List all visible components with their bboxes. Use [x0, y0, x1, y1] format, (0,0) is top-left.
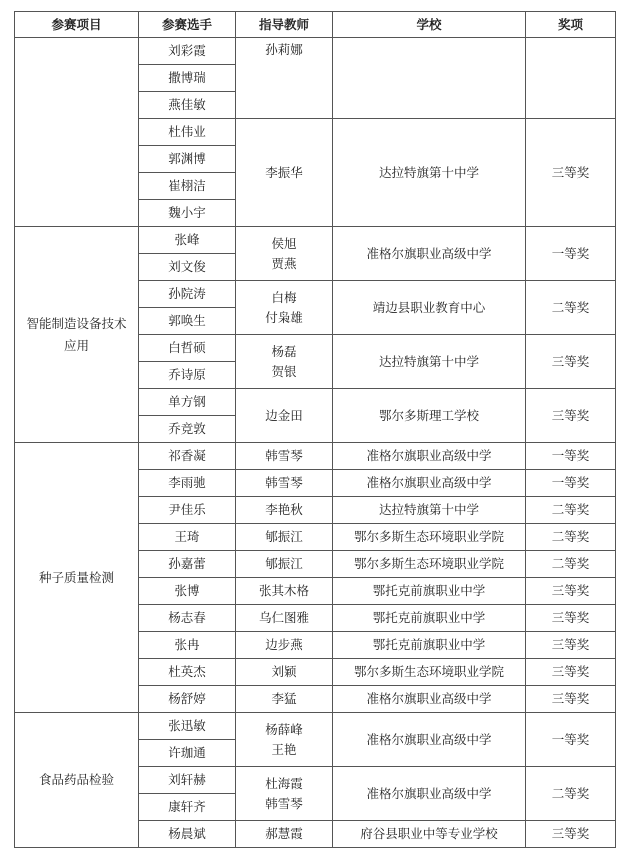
school-cell: 鄂尔多斯生态环境职业学院 [333, 659, 526, 686]
contestant-cell: 张冉 [139, 632, 236, 659]
header-award: 奖项 [526, 12, 616, 38]
table-row [15, 713, 616, 740]
header-contestant: 参赛选手 [139, 12, 236, 38]
contestant-cell: 燕佳敏 [139, 92, 236, 119]
school-cell: 靖边县职业教育中心 [333, 281, 526, 335]
table-body [15, 38, 616, 848]
teacher-cell: 边金田 [236, 389, 333, 443]
contestant-cell: 单方钢 [139, 389, 236, 416]
contestant-cell: 张迅敏 [139, 713, 236, 740]
award-cell: 二等奖 [526, 497, 616, 524]
contestant-cell: 刘文俊 [139, 254, 236, 281]
contestant-cell: 郭渊博 [139, 146, 236, 173]
award-cell: 一等奖 [526, 227, 616, 281]
teacher-cell: 张其木格 [236, 578, 333, 605]
award-cell: 三等奖 [526, 389, 616, 443]
teacher-cell: 韩雪琴 [236, 470, 333, 497]
award-cell: 三等奖 [526, 335, 616, 389]
school-cell: 府谷县职业中等专业学校 [333, 821, 526, 848]
award-cell: 三等奖 [526, 659, 616, 686]
teacher-cell: 李猛 [236, 686, 333, 713]
contestant-cell: 郭唤生 [139, 308, 236, 335]
school-cell: 鄂托克前旗职业中学 [333, 632, 526, 659]
school-cell: 准格尔旗职业高级中学 [333, 443, 526, 470]
contestant-cell: 许珈通 [139, 740, 236, 767]
contestant-cell: 刘轩赫 [139, 767, 236, 794]
contestant-cell: 杜伟业 [139, 119, 236, 146]
contestant-cell: 张博 [139, 578, 236, 605]
teacher-cell: 杨薛峰 王艳 [236, 713, 333, 767]
school-cell: 达拉特旗第十中学 [333, 119, 526, 227]
contestant-cell: 杨志春 [139, 605, 236, 632]
contestant-cell: 杨舒婷 [139, 686, 236, 713]
contestant-cell: 乔诗原 [139, 362, 236, 389]
award-cell: 三等奖 [526, 821, 616, 848]
school-cell: 达拉特旗第十中学 [333, 497, 526, 524]
contestant-cell: 崔栩洁 [139, 173, 236, 200]
teacher-cell: 李艳秋 [236, 497, 333, 524]
contestant-cell: 白哲硕 [139, 335, 236, 362]
teacher-cell: 白梅 付枭雄 [236, 281, 333, 335]
table-row [15, 38, 616, 65]
project-cell: 食品药品检验 [15, 713, 139, 848]
award-cell: 一等奖 [526, 443, 616, 470]
results-table [14, 11, 616, 848]
contestant-cell: 王琦 [139, 524, 236, 551]
award-cell: 一等奖 [526, 470, 616, 497]
teacher-cell: 孙莉娜 [236, 38, 333, 119]
teacher-cell: 杨磊 贺银 [236, 335, 333, 389]
header-row [15, 12, 616, 38]
teacher-cell: 刘颖 [236, 659, 333, 686]
teacher-cell: 杜海霞 韩雪琴 [236, 767, 333, 821]
table-row [15, 227, 616, 254]
header-teacher: 指导教师 [236, 12, 333, 38]
school-cell: 准格尔旗职业高级中学 [333, 686, 526, 713]
award-cell: 二等奖 [526, 524, 616, 551]
project-cell: 种子质量检测 [15, 443, 139, 713]
project-cell [15, 38, 139, 227]
teacher-cell: 郇振江 [236, 551, 333, 578]
teacher-cell: 李振华 [236, 119, 333, 227]
header-school: 学校 [333, 12, 526, 38]
award-cell: 二等奖 [526, 281, 616, 335]
school-cell: 鄂托克前旗职业中学 [333, 605, 526, 632]
award-cell: 二等奖 [526, 767, 616, 821]
award-cell: 一等奖 [526, 713, 616, 767]
school-cell: 鄂托克前旗职业中学 [333, 578, 526, 605]
school-cell: 鄂尔多斯生态环境职业学院 [333, 524, 526, 551]
school-cell [333, 38, 526, 119]
school-cell: 准格尔旗职业高级中学 [333, 470, 526, 497]
award-cell: 三等奖 [526, 578, 616, 605]
award-cell: 三等奖 [526, 119, 616, 227]
school-cell: 鄂尔多斯理工学校 [333, 389, 526, 443]
contestant-cell: 孙嘉蕾 [139, 551, 236, 578]
teacher-cell: 乌仁图雅 [236, 605, 333, 632]
award-cell: 二等奖 [526, 551, 616, 578]
teacher-cell: 韩雪琴 [236, 443, 333, 470]
contestant-cell: 李雨驰 [139, 470, 236, 497]
contestant-cell: 尹佳乐 [139, 497, 236, 524]
award-cell: 三等奖 [526, 605, 616, 632]
table-row [15, 443, 616, 470]
school-cell: 达拉特旗第十中学 [333, 335, 526, 389]
contestant-cell: 康轩齐 [139, 794, 236, 821]
contestant-cell: 杜英杰 [139, 659, 236, 686]
teacher-cell: 郇振江 [236, 524, 333, 551]
contestant-cell: 刘彩霞 [139, 38, 236, 65]
school-cell: 准格尔旗职业高级中学 [333, 227, 526, 281]
header-project: 参赛项目 [15, 12, 139, 38]
school-cell: 准格尔旗职业高级中学 [333, 713, 526, 767]
contestant-cell: 祁香凝 [139, 443, 236, 470]
contestant-cell: 魏小宇 [139, 200, 236, 227]
contestant-cell: 乔竞敦 [139, 416, 236, 443]
award-cell [526, 38, 616, 119]
school-cell: 鄂尔多斯生态环境职业学院 [333, 551, 526, 578]
teacher-cell: 边步燕 [236, 632, 333, 659]
teacher-cell: 侯旭 贾燕 [236, 227, 333, 281]
contestant-cell: 撒博瑞 [139, 65, 236, 92]
project-cell: 智能制造设备技术应用 [15, 227, 139, 443]
award-cell: 三等奖 [526, 686, 616, 713]
contestant-cell: 张峰 [139, 227, 236, 254]
award-cell: 三等奖 [526, 632, 616, 659]
contestant-cell: 孙院涛 [139, 281, 236, 308]
contestant-cell: 杨晨斌 [139, 821, 236, 848]
teacher-cell: 郝慧霞 [236, 821, 333, 848]
school-cell: 准格尔旗职业高级中学 [333, 767, 526, 821]
